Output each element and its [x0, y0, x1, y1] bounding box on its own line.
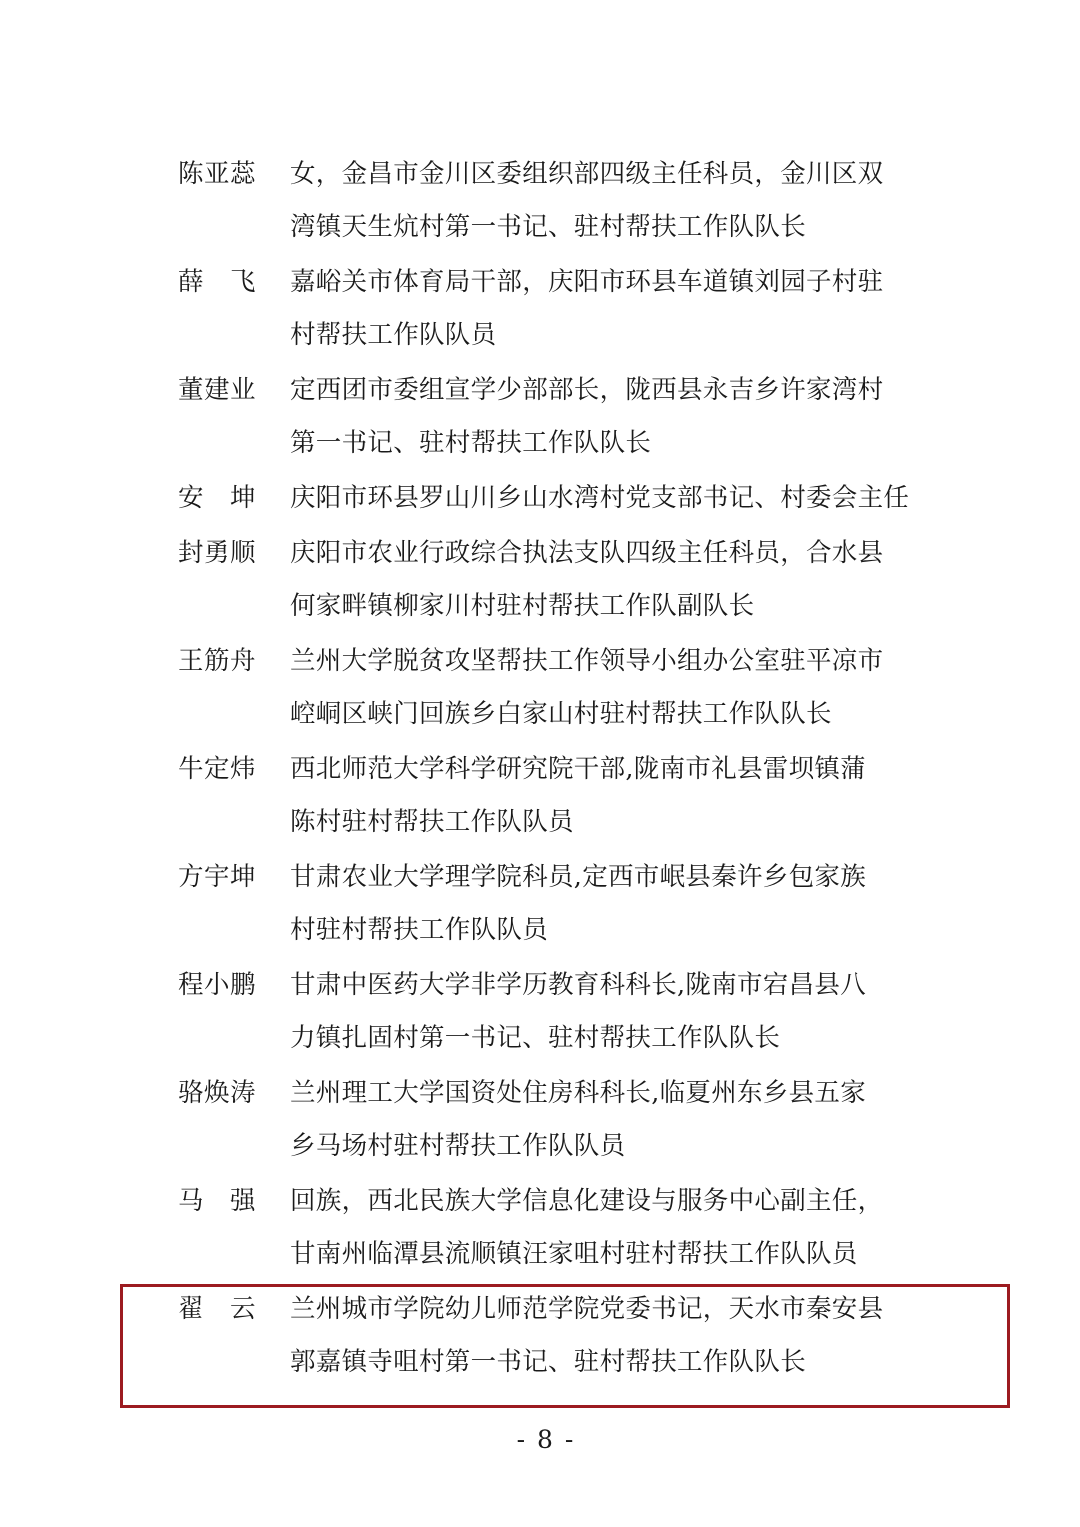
person-name: 翟 云: [178, 1294, 257, 1324]
list-item: [178, 959, 968, 1065]
description-line: 甘南州临潭县流顺镇汪家咀村驻村帮扶工作队队员: [290, 1239, 858, 1269]
entry-list: [178, 148, 968, 1391]
person-description: [290, 1175, 968, 1281]
list-item: [178, 635, 968, 741]
person-name: 牛定炜: [178, 754, 257, 784]
page-number-text: - 8 -: [516, 1425, 576, 1454]
person-name: 陈亚蕊: [178, 159, 257, 189]
list-item: [178, 1067, 968, 1173]
person-name: 封勇顺: [178, 538, 257, 568]
description-line: 村帮扶工作队队员: [290, 320, 497, 350]
person-description: [290, 959, 968, 1065]
list-item: [178, 851, 968, 957]
description-line: 兰州大学脱贫攻坚帮扶工作领导小组办公室驻平凉市: [290, 646, 884, 676]
person-name: 方宇坤: [178, 862, 257, 892]
description-line: 庆阳市环县罗山川乡山水湾村党支部书记、村委会主任: [290, 483, 910, 513]
description-line: 回族，西北民族大学信息化建设与服务中心副主任，: [290, 1186, 884, 1216]
description-line: 兰州城市学院幼儿师范学院党委书记，天水市秦安县: [290, 1294, 884, 1324]
list-item: [178, 1175, 968, 1281]
person-description: [290, 256, 968, 362]
description-line: 西北师范大学科学研究院干部,陇南市礼县雷坝镇蒲: [290, 754, 867, 784]
person-name: 薛 飞: [178, 267, 257, 297]
description-line: 甘肃中医药大学非学历教育科科长,陇南市宕昌县八: [290, 970, 867, 1000]
description-line: 何家畔镇柳家川村驻村帮扶工作队副队长: [290, 591, 755, 621]
person-name: 董建业: [178, 375, 257, 405]
person-description: [290, 635, 968, 741]
person-name: 王筋舟: [178, 646, 257, 676]
person-name: 安 坤: [178, 483, 257, 513]
description-line: 湾镇天生炕村第一书记、驻村帮扶工作队队长: [290, 212, 807, 242]
highlight-annotation-box: [120, 1284, 1010, 1408]
person-name: 程小鹏: [178, 970, 257, 1000]
description-line: 女，金昌市金川区委组织部四级主任科员，金川区双: [290, 159, 884, 189]
description-line: 乡马场村驻村帮扶工作队队员: [290, 1131, 626, 1161]
person-description: [290, 148, 968, 254]
list-item: [178, 743, 968, 849]
description-line: 甘肃农业大学理学院科员,定西市岷县秦许乡包家族: [290, 862, 867, 892]
description-line: 郭嘉镇寺咀村第一书记、驻村帮扶工作队队长: [290, 1347, 807, 1377]
person-description: [290, 743, 968, 849]
list-item: [178, 148, 968, 254]
description-line: 崆峒区峡门回族乡白家山村驻村帮扶工作队队长: [290, 699, 832, 729]
description-line: 兰州理工大学国资处住房科科长,临夏州东乡县五家: [290, 1078, 867, 1108]
person-description: [290, 1067, 968, 1173]
list-item: [178, 364, 968, 470]
description-line: 力镇扎固村第一书记、驻村帮扶工作队队长: [290, 1023, 781, 1053]
description-line: 庆阳市农业行政综合执法支队四级主任科员，合水县: [290, 538, 884, 568]
page-number: [0, 1425, 1080, 1454]
list-item: [178, 256, 968, 362]
description-line: 村驻村帮扶工作队队员: [290, 915, 549, 945]
person-description: [290, 472, 968, 525]
description-line: 陈村驻村帮扶工作队队员: [290, 807, 574, 837]
person-description: [290, 527, 968, 633]
description-line: 定西团市委组宣学少部部长，陇西县永吉乡许家湾村: [290, 375, 884, 405]
person-name: 骆焕涛: [178, 1078, 257, 1108]
description-line: 嘉峪关市体育局干部，庆阳市环县车道镇刘园子村驻: [290, 267, 884, 297]
list-item: [178, 527, 968, 633]
person-description: [290, 364, 968, 470]
person-description: [290, 851, 968, 957]
description-line: 第一书记、驻村帮扶工作队队长: [290, 428, 652, 458]
list-item: [178, 472, 968, 525]
person-name: 马 强: [178, 1186, 257, 1216]
